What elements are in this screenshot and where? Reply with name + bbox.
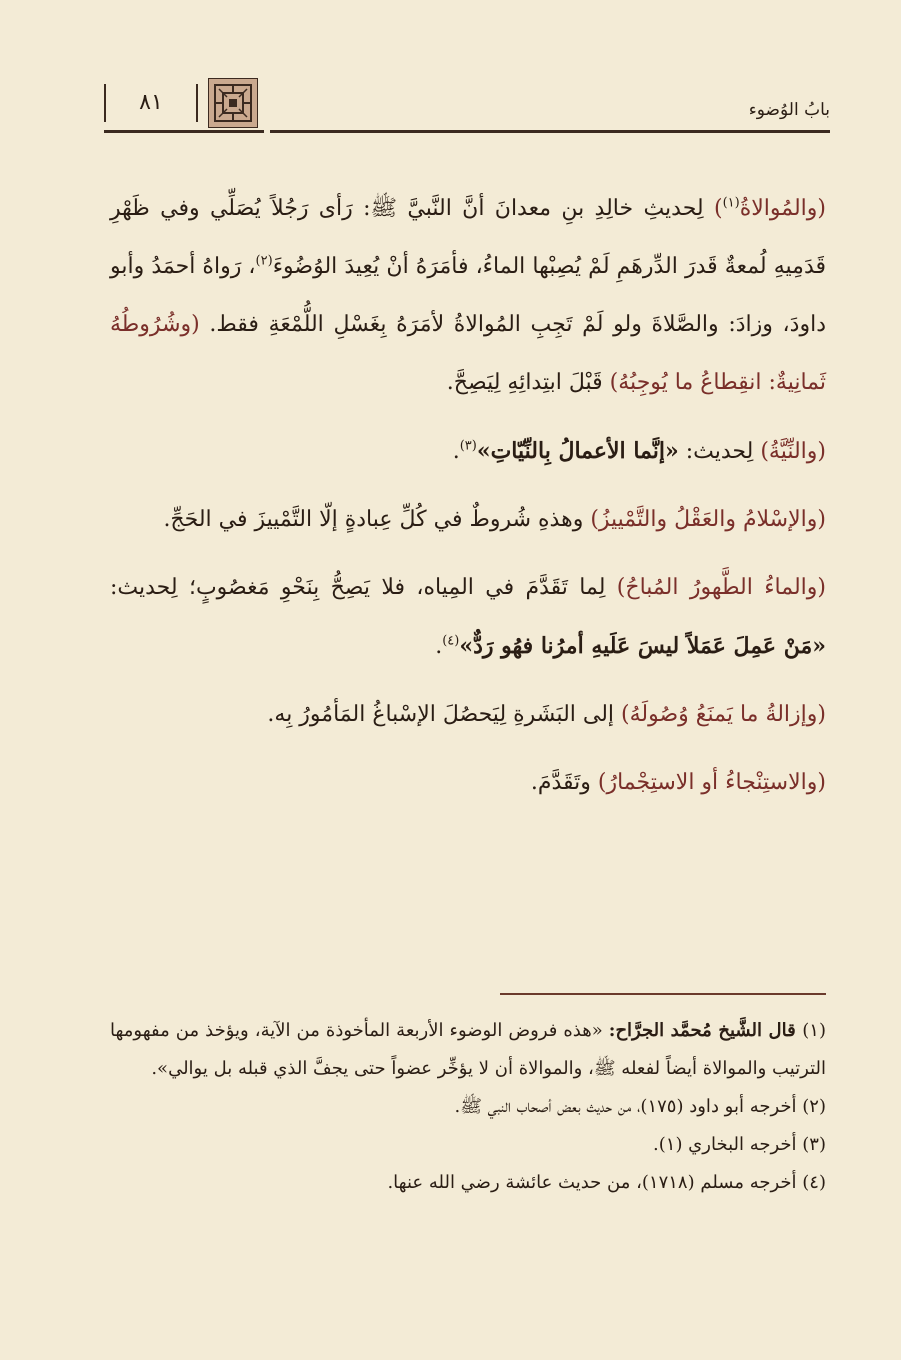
footnote-ref: (٣) [459, 438, 477, 454]
rubric: (والماءُ الطَّهورُ المُباحُ) [616, 575, 826, 600]
footnote-2 [110, 1088, 826, 1126]
paragraph-muwalat [110, 180, 826, 412]
text: وهذهِ شُروطٌ في كُلِّ عِبادةٍ إلّا التَّمْييزَ في الحَجِّ. [163, 507, 591, 532]
footnote-number: (٢) [802, 1096, 826, 1117]
header-rule-left [104, 130, 264, 133]
footnote-separator [500, 993, 826, 995]
paragraph-niyya [110, 422, 826, 481]
rubric: (والمُوالاةُ [739, 196, 826, 221]
footnote-text: أخرجه أبو داود (١٧٥)، من حديث بعض أصحاب النبي ﷺ. [454, 1096, 803, 1117]
footnote-ref: (٢) [255, 253, 273, 269]
footnote-number: (٣) [802, 1134, 826, 1155]
text: لِحديثِ خالِدِ بنِ معدانَ أنَّ النَّبيَّ ﷺ: رَأى رَجُلاً يُصَلِّي وفي ظَهْرِ قَدَمِيهِ لُمعةٌ قَدرَ الدِّرهَمِ لَمْ يُصِبْها الماءُ، فأمَرَهُ أنْ يُعِيدَ الوُضُوءَ [110, 196, 827, 279]
footnote-1 [110, 1012, 826, 1088]
paragraph-islam [110, 491, 826, 549]
footnote-number: (١) [802, 1020, 826, 1041]
rubric: (وشُرُوطُهُ ثَمانِيةٌ: انقِطاعُ ما يُوجِبُهُ) [110, 312, 826, 395]
text: لِحديث: [678, 439, 761, 464]
footnote-text: أخرجه مسلم (١٧١٨)، من حديث عائشة رضي الله عنها. [387, 1172, 803, 1193]
footnote-text: «هذه فروض الوضوء الأربعة المأخوذة من الآية، ويؤخذ من مفهومها الترتيب والموالاة أيضاً لفعله ﷺ، والموالاة أن لا يؤخِّر عضواً حتى يجفَّ الذي قبله بل يوالي». [110, 1020, 826, 1079]
hadith-quote: «مَنْ عَمِلَ عَمَلاً ليسَ عَلَيهِ أمرُنا فهُو رَدٌّ» [459, 633, 826, 659]
footnote-text: أخرجه البخاري (١). [653, 1134, 803, 1155]
main-text [110, 180, 826, 822]
text: وتَقَدَّمَ. [530, 770, 598, 795]
page-number: ٨١ [139, 90, 163, 115]
rubric: (والنِّيَّةُ) [760, 439, 826, 464]
text: إلى البَشَرةِ لِيَحصُلَ الإسْباغُ المَأمُورُ بِه. [267, 702, 622, 727]
page-header [90, 78, 830, 138]
footnote-ref: (١) [722, 195, 740, 211]
rubric: (وإزالةُ ما يَمنَعُ وُصُولَهُ) [621, 702, 826, 727]
footnote-number: (٤) [802, 1172, 826, 1193]
header-rule [270, 130, 830, 133]
footnote-ref: (٤) [442, 633, 460, 649]
paragraph-istinja [110, 754, 826, 812]
text: لِما تَقَدَّمَ في المِياه، فلا يَصِحُّ بِنَحْوِ مَغصُوبٍ؛ لِحديث: [110, 575, 617, 600]
rubric: (والاستِنْجاءُ أو الاستِجْمارُ) [597, 770, 826, 795]
text: . [435, 634, 443, 659]
hadith-quote: «إنَّما الأعمالُ بِالنِّيّاتِ» [476, 438, 679, 464]
paragraph-removal [110, 686, 826, 744]
rubric-close: ) [713, 196, 723, 221]
footnote-4 [110, 1164, 826, 1202]
text: ، رَواهُ أحمَدُ وأبو داودَ، وزادَ: والصَّلاةَ ولو لَمْ تَجِبِ المُوالاةُ لأمَرَهُ بِغَسْلِ اللُّمْعَةِ فقط. [110, 254, 826, 337]
text: . [452, 439, 460, 464]
running-title: بابُ الوُضوء [748, 100, 830, 120]
ornament-icon [208, 78, 258, 128]
paragraph-water [110, 559, 826, 676]
footnote-3 [110, 1126, 826, 1164]
footnotes [110, 1012, 826, 1202]
rubric: (والإسْلامُ والعَقْلُ والتَّمْييزُ) [590, 507, 826, 532]
footnote-author: قال الشَّيخ مُحمَّد الجرَّاح: [608, 1020, 803, 1041]
text: قَبْلَ ابتِدائِهِ لِيَصِحَّ. [446, 370, 610, 395]
